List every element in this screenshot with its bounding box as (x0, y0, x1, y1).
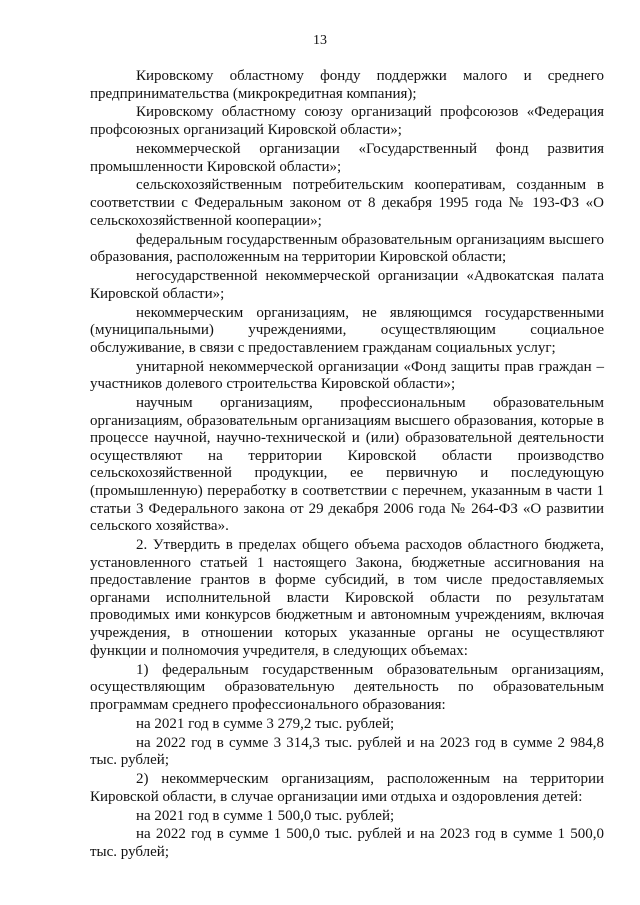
paragraph: на 2022 год в сумме 1 500,0 тыс. рублей и на 2023 год в сумме 1 500,0 тыс. рублей; (90, 826, 604, 860)
paragraph: 1) федеральным государственным образовательным организациям, осуществляющим образовательную деятельность по образовательным программам среднего профессионального образования: (90, 661, 604, 713)
paragraph: 2. Утвердить в пределах общего объема расходов областного бюджета, установленного статьей 1 настоящего Закона, бюджетные ассигнования на предоставление грантов в форме субсидий, в том числе предоставляемых органами исполнительной власти Кировской области по результатам проводимых ими конкурсов бюджетным и автономным учреждениям, включая учреждения, в отношении которых указанные органы не осуществляют функции и полномочия учредителя, в следующих объемах: (90, 537, 604, 659)
paragraph: некоммерческой организации «Государственный фонд развития промышленности Кировской области»; (90, 140, 604, 175)
paragraph: на 2022 год в сумме 3 314,3 тыс. рублей и на 2023 год в сумме 2 984,8 тыс. рублей; (90, 734, 604, 769)
paragraph: Кировскому областному фонду поддержки малого и среднего предпринимательства (микрокредитная компания); (90, 68, 604, 102)
paragraph: федеральным государственным образовательным организациям высшего образования, расположенным на территории Кировской области; (90, 231, 604, 266)
page-number: 13 (313, 33, 327, 48)
paragraph: сельскохозяйственным потребительским кооперативам, созданным в соответствии с Федеральным законом от 8 декабря 1995 года № 193-ФЗ «О сельскохозяйственной кооперации»; (90, 177, 604, 229)
paragraph: 2) некоммерческим организациям, расположенным на территории Кировской области, в случае организации ими отдыха и оздоровления детей: (90, 771, 604, 805)
paragraph: негосударственной некоммерческой организации «Адвокатская палата Кировской области»; (90, 268, 604, 302)
paragraph: научным организациям, профессиональным образовательным организациям, образовательным организациям высшего образования, которые в процессе научной, научно-технической и (или) образовательной деятельности осуществляют на территории Кировской области производство сельскохозяйственной продукции, ее первичную и последующую (промышленную) переработку в соответствии с перечнем, указанным в части 1 статьи 3 Федерального закона от 29 декабря 2006 года № 264-ФЗ «О развитии сельского хозяйства». (90, 395, 604, 535)
paragraph: унитарной некоммерческой организации «Фонд защиты прав граждан – участников долевого строительства Кировской области»; (90, 358, 604, 393)
paragraph: Кировскому областному союзу организаций профсоюзов «Федерация профсоюзных организаций Кировской области»; (90, 104, 604, 139)
paragraph: на 2021 год в сумме 3 279,2 тыс. рублей; (136, 715, 395, 732)
paragraph: некоммерческим организациям, не являющимся государственными (муниципальными) учреждениями, осуществляющим социальное обслуживание, в связи с предоставлением гражданам социальных услуг; (90, 304, 604, 356)
document-body (90, 68, 604, 862)
paragraph: на 2021 год в сумме 1 500,0 тыс. рублей; (136, 807, 395, 824)
